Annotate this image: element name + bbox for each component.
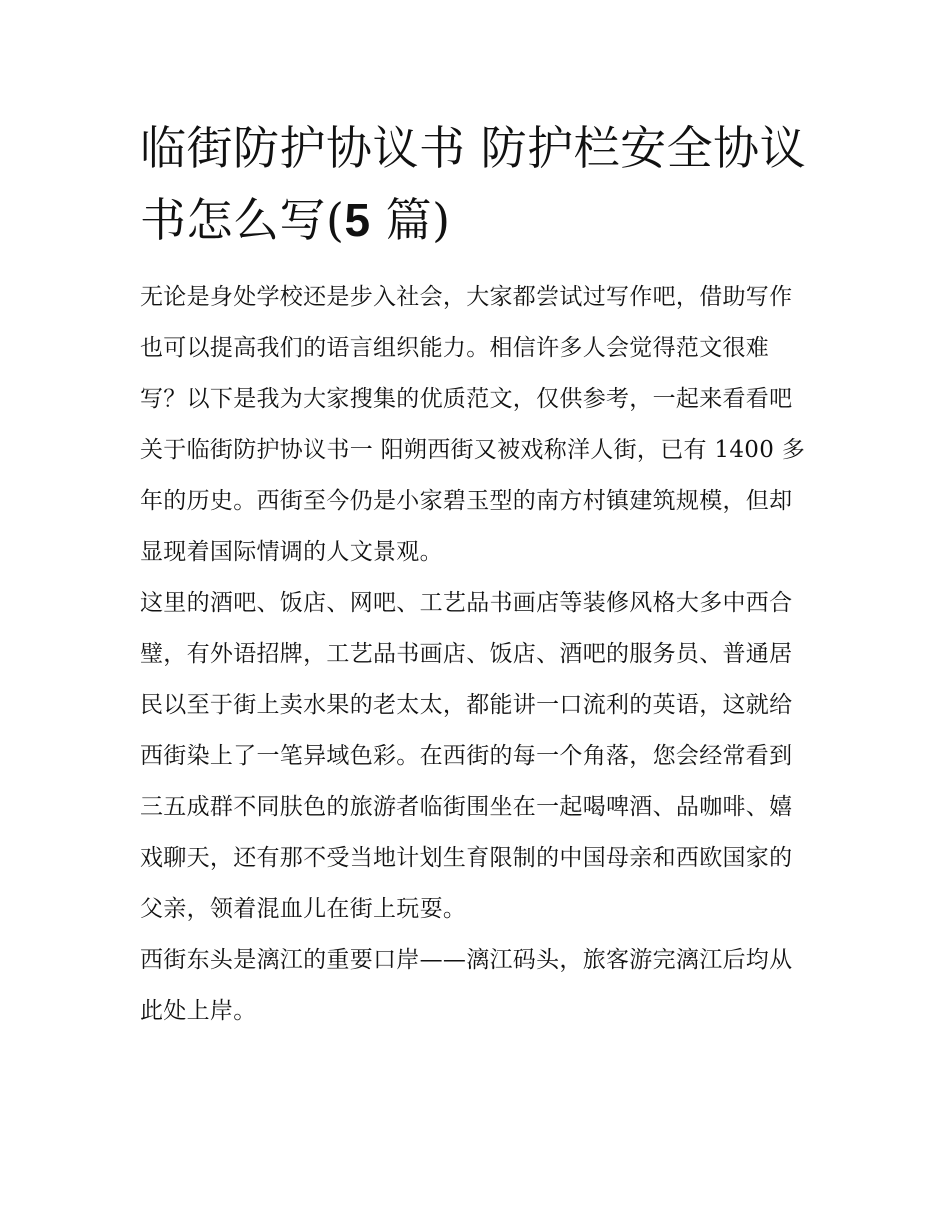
body-paragraph-street-life: 这里的酒吧、饭店、网吧、工艺品书画店等装修风格大多中西合璧，有外语招牌，工艺品书画店、饭店、酒吧的服务员、普通居民以至于街上卖水果的老太太，都能讲一口流利的英语，这就给西街染上了一笔异域色彩。在西街的每一个角落，您会经常看到三五成群不同肤色的旅游者临街围坐在一起喝啤酒、品咖啡、嬉戏聊天，还有那不受当地计划生育限制的中国母亲和西欧国家的父亲，领着混血儿在街上玩耍。 xyxy=(140,590,793,922)
document-title xyxy=(140,112,812,256)
document-body xyxy=(140,112,812,1037)
title-text-prefix: 临街防护协议书 防护栏安全协议书怎么写( xyxy=(140,121,807,247)
body-paragraph-history: 关于临街防护协议书一 阳朔西街又被戏称洋人街，已有 1400 多年的历史。西街至今仍是小家碧玉型的南方村镇建筑规模，但却显现着国际情调的人文景观。 xyxy=(140,437,806,565)
intro-paragraph: 无论是身处学校还是步入社会，大家都尝试过写作吧，借助写作也可以提高我们的语言组织能力。相信许多人会觉得范文很难写？以下是我为大家搜集的优质范文，仅供参考，一起来看看吧 xyxy=(140,284,793,412)
title-number: 5 xyxy=(344,194,371,246)
body-paragraph-pier: 西街东头是漓江的重要口岸——漓江码头，旅客游完漓江后均从此处上岸。 xyxy=(140,947,793,1024)
title-text-suffix: 篇) xyxy=(370,193,451,247)
